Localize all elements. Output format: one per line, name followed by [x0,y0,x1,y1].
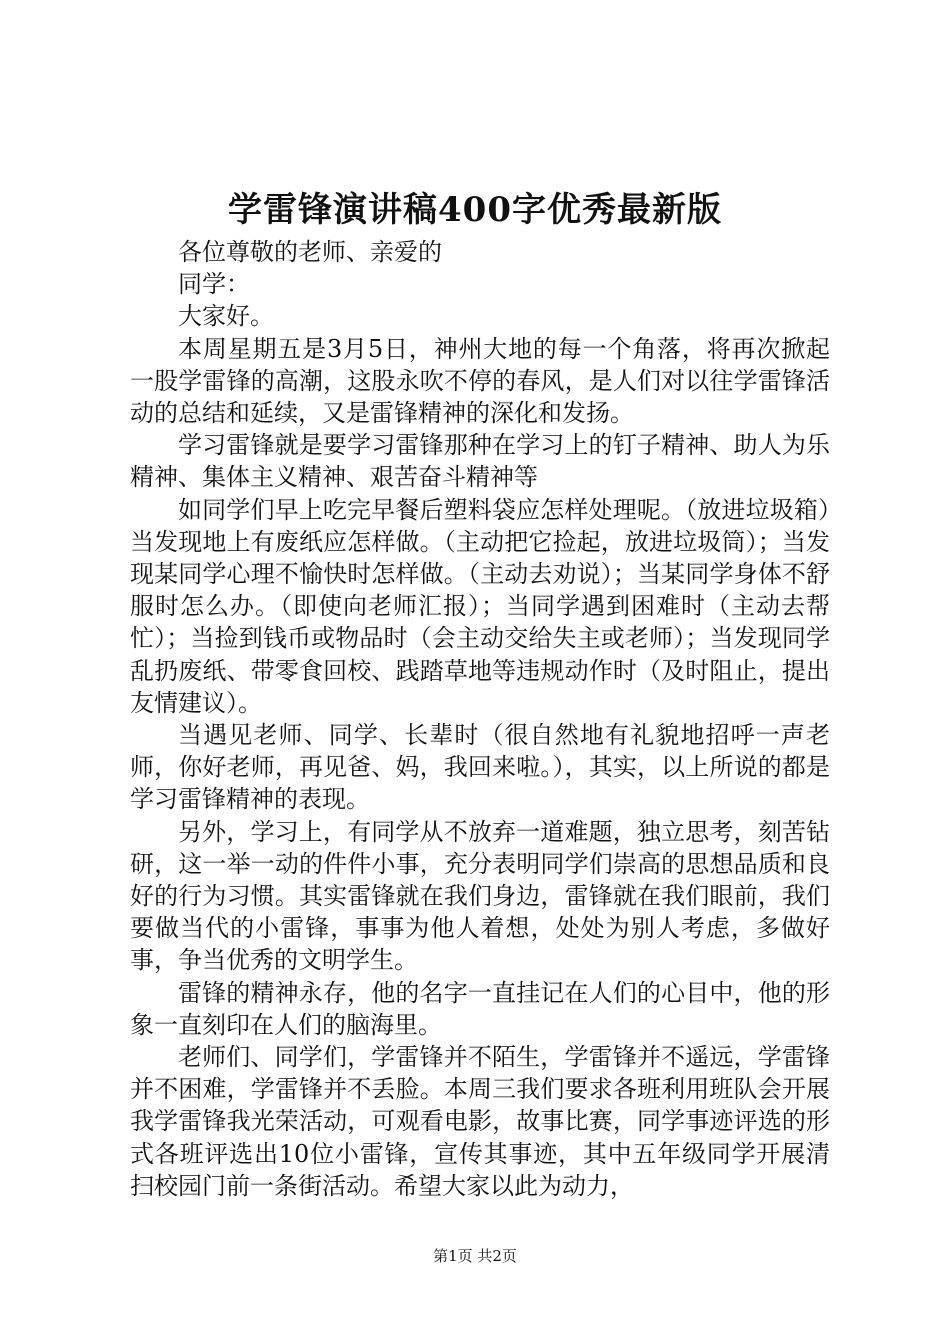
document-body [130,236,830,1202]
paragraph-salutation-cont: 同学： [178,270,250,299]
paragraph-greeting: 大家好。 [178,302,274,331]
paragraph-salutation: 各位尊敬的老师、亲爱的 [178,238,442,266]
paragraph: 学习雷锋就是要学习雷锋那种在学习上的钉子精神、助人为乐精神、集体主义精神、艰苦奋斗精神等 [130,431,830,492]
page-number: 第1页 共2页 [433,1247,517,1265]
paragraph: 本周星期五是3月5日，神州大地的每一个角落，将再次掀起一股学雷锋的高潮，这股永吹不停的春风，是人们对以往学雷锋活动的总结和延续，又是雷锋精神的深化和发扬。 [130,334,830,428]
paragraph: 当遇见老师、同学、长辈时（很自然地有礼貌地招呼一声老师，你好老师，再见爸、妈，我回来啦。），其实，以上所说的都是学习雷锋精神的表现。 [130,721,830,814]
paragraph: 如同学们早上吃完早餐后塑料袋应怎样处理呢。（放进垃圾箱）当发现地上有废纸应怎样做。（主动把它捡起，放进垃圾筒）；当发现某同学心理不愉快时怎样做。（主动去劝说）；当某同学身体不舒服时怎么办。（即使向老师汇报）；当同学遇到困难时（主动去帮忙）；当捡到钱币或物品时（会主动交给失主或老师）；当发现同学乱扔废纸、带零食回校、践踏草地等违规动作时（及时阻止，提出友情建议）。 [130,495,830,717]
paragraph: 老师们、同学们，学雷锋并不陌生，学雷锋并不遥远，学雷锋并不困难，学雷锋并不丢脸。本周三我们要求各班利用班队会开展我学雷锋我光荣活动，可观看电影，故事比赛，同学事迹评选的形式各班评选出10位小雷锋，宣传其事迹，其中五年级同学开展清扫校园门前一条街活动。希望大家以此为动力， [130,1043,830,1200]
paragraph: 雷锋的精神永存，他的名字一直挂记在人们的心目中，他的形象一直刻印在人们的脑海里。 [130,978,830,1039]
paragraph: 另外，学习上，有同学从不放弃一道难题，独立思考，刻苦钻研，这一举一动的件件小事，充分表明同学们崇高的思想品质和良好的行为习惯。其实雷锋就在我们身边，雷锋就在我们眼前，我们要做当代的小雷锋，事事为他人着想，处处为别人考虑，多做好事，争当优秀的文明学生。 [130,817,830,975]
document-title: 学雷锋演讲稿400字优秀最新版 [228,190,722,230]
